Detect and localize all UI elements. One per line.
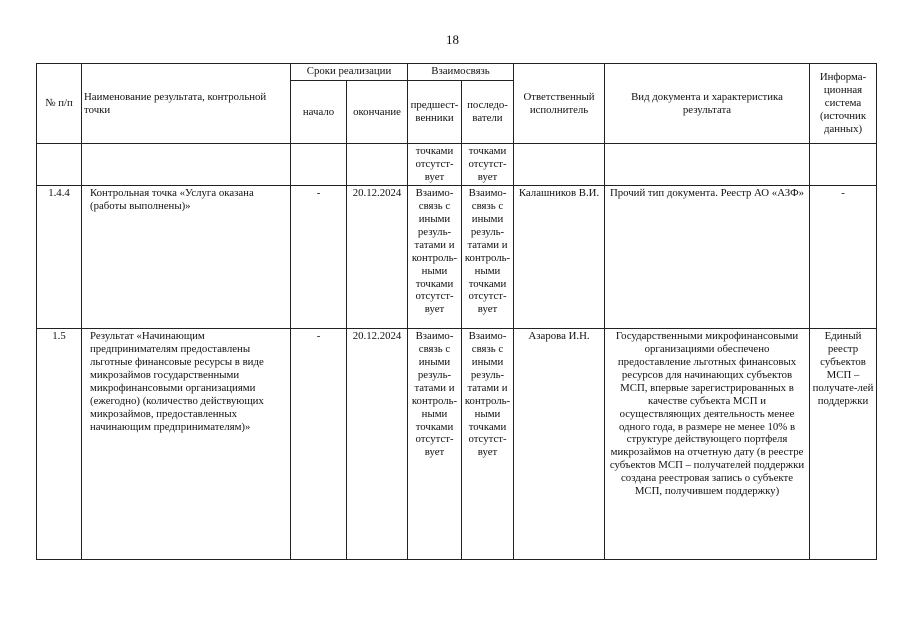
row-end: 20.12.2024 (347, 328, 408, 559)
row-successors: точками отсутст-вует (462, 144, 514, 186)
results-table (36, 63, 877, 560)
row-successors: Взаимо-связь с иными резуль-татами и контроль-ными точками отсутст-вует (462, 185, 514, 328)
table-row (37, 328, 877, 559)
row-predecessors: Взаимо-связь с иными резуль-татами и контроль-ными точками отсутст-вует (408, 185, 462, 328)
header-responsible: Ответственный исполнитель (514, 64, 605, 144)
row-num (37, 144, 82, 186)
row-successors: Взаимо-связь с иными резуль-татами и контроль-ными точками отсутст-вует (462, 328, 514, 559)
row-start: - (291, 185, 347, 328)
row-name: Контрольная точка «Услуга оказана (работы выполнены)» (82, 185, 291, 328)
table-row (37, 185, 877, 328)
row-name (82, 144, 291, 186)
row-infosys (810, 144, 877, 186)
row-responsible: Калашников В.И. (514, 185, 605, 328)
row-responsible (514, 144, 605, 186)
header-name: Наименование результата, контрольной точки (82, 64, 291, 144)
row-predecessors: точками отсутст-вует (408, 144, 462, 186)
row-num: 1.4.4 (37, 185, 82, 328)
row-name: Результат «Начинающим предпринимателям предоставлены льготные финансовые ресурсы в виде микрозаймов государственными микрофинансовыми организациями (ежегодно) (количество действующих микрозаймов, предоставленных начинающим предпринимателям)» (82, 328, 291, 559)
row-start: - (291, 328, 347, 559)
row-doc: Прочий тип документа. Реестр АО «АЗФ» (605, 185, 810, 328)
header-terms-end: окончание (347, 81, 408, 144)
header-link-post: последо-ватели (462, 81, 514, 144)
header-link: Взаимосвязь (408, 64, 514, 81)
header-doc: Вид документа и характеристика результата (605, 64, 810, 144)
header-link-pred: предшест-венники (408, 81, 462, 144)
header-terms: Сроки реализации (291, 64, 408, 81)
table-row (37, 144, 877, 186)
page-number: 18 (446, 32, 459, 47)
row-num: 1.5 (37, 328, 82, 559)
row-responsible: Азарова И.Н. (514, 328, 605, 559)
row-predecessors: Взаимо-связь с иными резуль-татами и контроль-ными точками отсутст-вует (408, 328, 462, 559)
header-num: № п/п (37, 64, 82, 144)
header-infosys: Информа-ционная система (источник данных) (810, 64, 877, 144)
row-doc: Государственными микрофинансовыми организациями обеспечено предоставление льготных финансовых ресурсов для начинающих субъектов МСП, впервые зарегистрированных в качестве субъекта МСП и осуществляющих деятельность менее одного года, в размере не менее 10% в структуре действующего портфеля микрозаймов на отчетную дату (в реестре субъектов МСП – получателей поддержки создана реестровая запись о субъекте МСП, получившем поддержку) (605, 328, 810, 559)
row-end (347, 144, 408, 186)
row-doc (605, 144, 810, 186)
row-start (291, 144, 347, 186)
row-infosys: Единый реестр субъектов МСП – получате-лей поддержки (810, 328, 877, 559)
row-infosys: - (810, 185, 877, 328)
header-row-top (37, 64, 877, 81)
row-end: 20.12.2024 (347, 185, 408, 328)
header-terms-start: начало (291, 81, 347, 144)
